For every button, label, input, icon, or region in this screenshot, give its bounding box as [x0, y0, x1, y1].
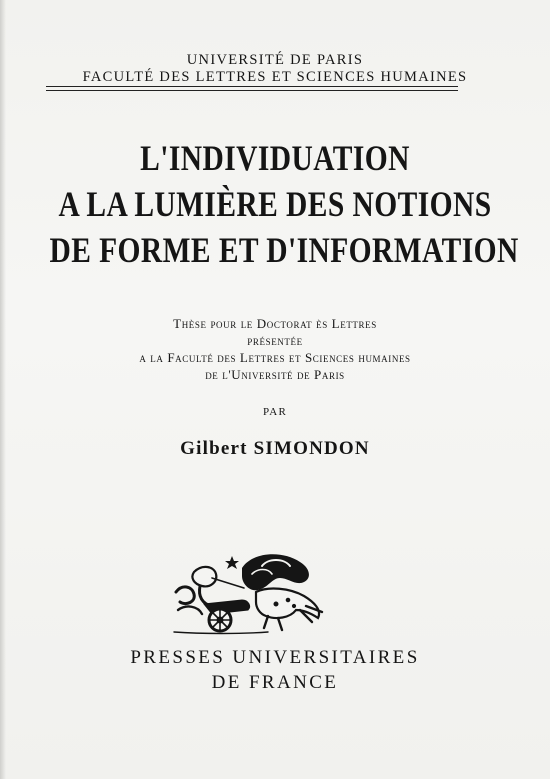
author-name: Gilbert SIMONDON [180, 438, 370, 459]
publisher-line: DE FRANCE [211, 672, 339, 693]
thesis-line: de l'Université de Paris [205, 367, 345, 382]
thesis-line: présentée [247, 333, 303, 348]
header-rule-thin [46, 90, 458, 91]
publisher-name [0, 645, 550, 695]
thesis-statement [0, 315, 550, 383]
publisher-line: PRESSES UNIVERSITAIRES [130, 647, 420, 668]
book-title [49, 135, 519, 273]
title-line: A LA LUMIÈRE DES NOTIONS [58, 184, 492, 224]
faculty-name: FACULTÉ DES LETTRES ET SCIENCES HUMAINES [82, 69, 468, 85]
thesis-line: Thèse pour le Doctorat ès Lettres [173, 316, 377, 331]
header-rule [46, 86, 458, 87]
thesis-line: a la Faculté des Lettres et Sciences humaines [139, 350, 411, 365]
title-line: DE FORME ET D'INFORMATION [49, 230, 519, 270]
by-label: PAR [263, 406, 287, 418]
university-name: UNIVERSITÉ DE PARIS [186, 52, 364, 68]
chariot-emblem-icon [172, 548, 327, 638]
institution-header [0, 52, 550, 86]
title-line: L'INDIVIDUATION [140, 138, 410, 178]
